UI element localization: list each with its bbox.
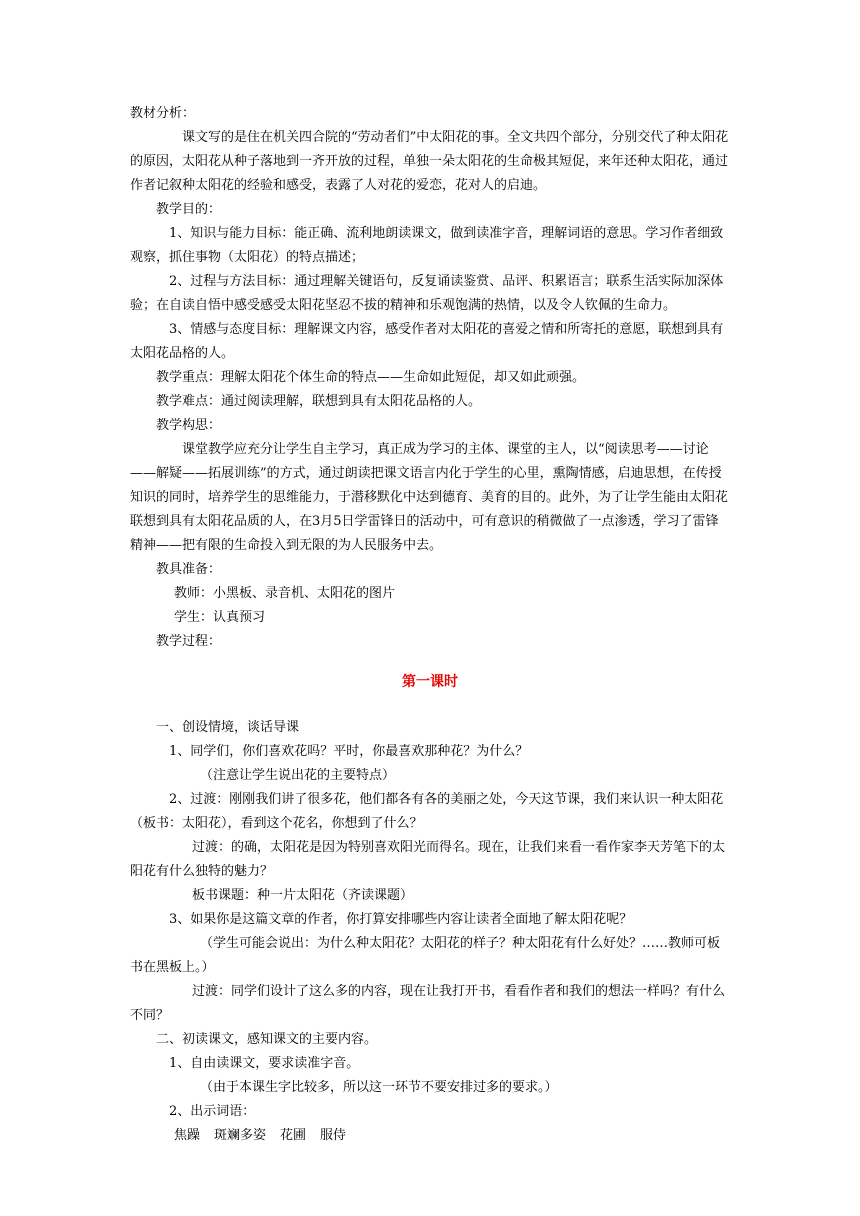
section2-s1: 1、自由读课文，要求读准字音。 xyxy=(169,1056,360,1071)
concept-label: 教学构思： xyxy=(156,418,222,433)
section1-q3-transition: 过渡：同学们设计了这么多的内容，现在让我打开书，看看作者和我们的想法一样吗？有什么不同？ xyxy=(130,984,726,1023)
key-point: 教学重点：理解太阳花个体生命的特点——生命如此短促，却又如此顽强。 xyxy=(156,370,586,385)
lesson-title: 第一课时 xyxy=(402,674,458,690)
section1-q2-transition: 过渡：的确，太阳花是因为特别喜欢阳光而得名。现在，让我们来看一看作家李天芳笔下的太阳花有什么独特的魅力？ xyxy=(130,840,726,879)
section1-q1: 1、同学们，你们喜欢花吗？平时，你最喜欢那种花？为什么？ xyxy=(169,744,529,759)
materials-teacher: 教师：小黑板、录音机、太阳花的图片 xyxy=(174,586,396,601)
materials-label: 教具准备： xyxy=(156,562,222,577)
vocab-list xyxy=(130,1124,730,1148)
section1-q3: 3、如果你是这篇文章的作者，你打算安排哪些内容让读者全面地了解太阳花呢？ xyxy=(169,912,633,927)
goal-3: 3、情感与态度目标：理解课文内容，感受作者对太阳花的喜爱之情和所寄托的意愿，联想到具有太阳花品格的人。 xyxy=(130,322,724,361)
materials-student: 学生：认真预习 xyxy=(174,610,266,625)
section2-s2: 2、出示词语： xyxy=(169,1104,256,1119)
section1-q3-note: （学生可能会说出：为什么种太阳花？太阳花的样子？种太阳花有什么好处？……教师可板书在黑板上。） xyxy=(130,936,721,975)
vocab-word: 花圃 xyxy=(280,1128,307,1143)
vocab-word: 斑斓多姿 xyxy=(214,1128,267,1143)
section1-q1-note: （注意让学生说出花的主要特点） xyxy=(200,768,396,783)
goal-1: 1、知识与能力目标：能正确、流利地朗读课文，做到读准字音，理解词语的意思。学习作者细致观察，抓住事物（太阳花）的特点描述； xyxy=(130,226,724,265)
section1-q2-board: 板书课题：种一片太阳花（齐读课题） xyxy=(192,888,414,903)
difficulty: 教学难点：通过阅读理解，联想到具有太阳花品格的人。 xyxy=(156,394,482,409)
vocab-word: 焦躁 xyxy=(174,1128,201,1143)
section1-q2: 2、过渡：刚刚我们讲了很多花，他们都各有各的美丽之处，今天这节课，我们来认识一种太阳花（板书：太阳花），看到这个花名，你想到了什么？ xyxy=(130,792,724,831)
goals-label: 教学目的： xyxy=(156,202,222,217)
analysis-label: 教材分析： xyxy=(130,106,196,121)
process-label: 教学过程： xyxy=(156,634,222,649)
vocab-word: 服侍 xyxy=(320,1128,347,1143)
analysis-body: 课文写的是住在机关四合院的“劳动者们”中太阳花的事。全文共四个部分，分别交代了种太阳花的原因，太阳花从种子落地到一齐开放的过程，单独一朵太阳花的生命极其短促，来年还种太阳花，通过作者记叙种太阳花的经验和感受，表露了人对花的爱恋，花对人的启迪。 xyxy=(130,130,729,193)
concept-body: 课堂教学应充分让学生自主学习，真正成为学习的主体、课堂的主人，以“阅读思考——讨论——解疑——拓展训练”的方式，通过朗读把课文语言内化于学生的心里，熏陶情感，启迪思想，在传授知识的同时，培养学生的思维能力，于潜移默化中达到德育、美育的目的。此外，为了让学生能由太阳花联想到具有太阳花品质的人，在3月5日学雷锋日的活动中，可有意识的稍微做了一点渗透，学习了雷锋精神——把有限的生命投入到无限的为人民服务中去。 xyxy=(130,442,729,553)
goal-2: 2、过程与方法目标：通过理解关键语句，反复诵读鉴赏、品评、积累语言；联系生活实际加深体验；在自读自悟中感受感受太阳花坚忍不拔的精神和乐观饱满的热情，以及令人钦佩的生命力。 xyxy=(130,274,724,313)
section1-heading: 一、创设情境，谈话导课 xyxy=(156,720,300,735)
section2-s1-note: （由于本课生字比较多，所以这一环节不要安排过多的要求。） xyxy=(200,1080,558,1095)
section2-heading: 二、初读课文，感知课文的主要内容。 xyxy=(156,1032,378,1047)
